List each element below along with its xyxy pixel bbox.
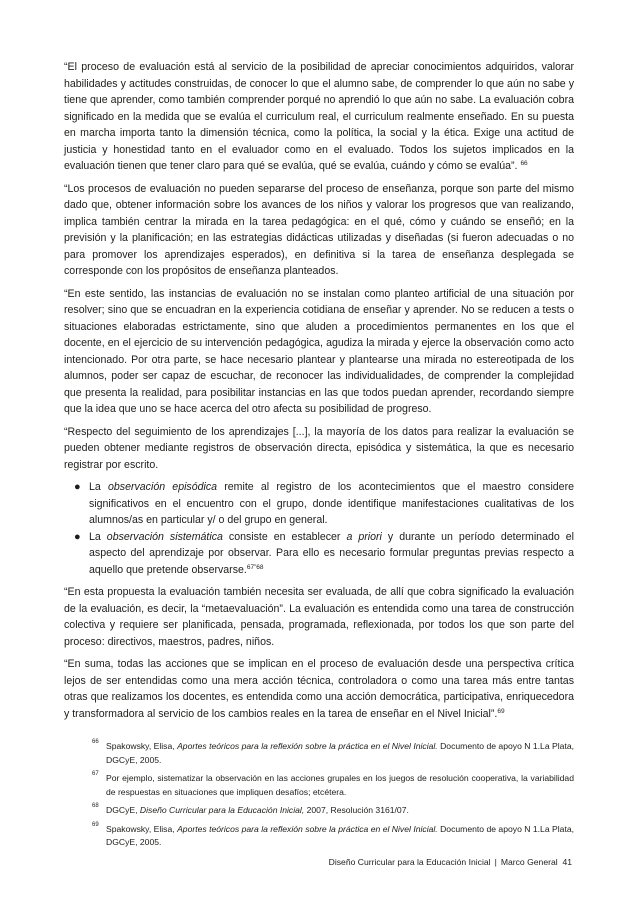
footnote-ref: 67”68 <box>246 563 264 571</box>
footnote-number: 66 <box>92 739 99 745</box>
footnote-number: 68 <box>92 803 99 809</box>
page-footer <box>329 856 572 868</box>
footnote-ref: 66 <box>520 160 528 167</box>
footer-separator: | <box>494 857 497 867</box>
bullet-item: ● La observación sistemática consiste en establecer a priori y durante un período determinado el aspecto del aprendizaje por observar. Para ello es necesario formular preguntas previas respecto a aquello que pretende observarse.$^{67”68}$ <box>74 530 574 576</box>
page-number: 41 <box>562 857 572 867</box>
bullet-list <box>64 479 574 578</box>
paragraph: “En esta propuesta la evaluación también necesita ser evaluada, de allí que cobra significado la evaluación de la evaluación, es decir, la “metaevaluación”. La evaluación es entendida como una tarea de construcción colectiva y requiere ser planificada, pensada, programada, reflexionada, por todos los que son parte del proceso: directivos, maestros, padres, niños. <box>64 586 574 648</box>
footer-section: Marco General <box>500 857 558 867</box>
footnote-ref: 69 <box>497 707 505 715</box>
footnote: 69 Spakowsky, Elisa, Aportes teóricos para la reflexión sobre la práctica en el Nivel Inicial. Documento de apoyo N 1.La Plata, DGCyE, 2005. <box>92 821 574 847</box>
footnote: 67 Por ejemplo, sistematizar la observación en las acciones grupales en los juegos de resolución cooperativa, la variabilidad de respuestas en situaciones que impliquen desafíos; etcétera. <box>92 771 574 797</box>
main-text <box>64 59 574 728</box>
bullet-item: ● La observación episódica remite al registro de los acontecimientos que el maestro considere significativos en el encuentro con el grupo, donde identifique manifestaciones cualitativas de los alumnos/as en particular y/ o del grupo en general. <box>74 481 574 526</box>
footnotes <box>92 740 574 855</box>
footnote: 68 DGCyE, Diseño Curricular para la Educación Inicial, 2007, Resolución 3161/07. <box>92 803 409 815</box>
paragraph: “Los procesos de evaluación no pueden separarse del proceso de enseñanza, porque son parte del mismo dado que, obtener información sobre los avances de los niños y valorar los progresos que van realizando, implica también centrar la mirada en la tarea pedagógica: en el qué, cómo y cuándo se enseñó; en la previsión y la planificación; en las estrategias didácticas utilizadas y diseñadas (si fueron adecuadas o no para promover los aprendizajes esperados), en definitiva si la tarea de enseñanza desplegada se corresponde con los propósitos de enseñanza planteados. <box>64 182 574 277</box>
paragraph: “En este sentido, las instancias de evaluación no se instalan como planteo artificial de una situación por resolver; sino que se encuadran en la experiencia cotidiana de enseñar y aprender. No se reducen a tests o situaciones elaboradas estrictamente, sino que aluden a procedimientos permanentes en los que el docente, en el ejercicio de su intervención pedagógica, agudiza la mirada y ejerce la observación como acto intencionado. Por otra parte, se hace necesario plantear y plantearse una mirada no estereotipada de los alumnos, poder ser capaz de escuchar, de reconocer las individualidades, de comprender la complejidad que presenta la realidad, para posibilitar instancias en las que todos puedan aprender, recordando siempre que la idea que uno se hace acerca del otro afecta su posibilidad de progreso. <box>64 287 574 415</box>
paragraph: “El proceso de evaluación está al servicio de la posibilidad de apreciar conocimientos adquiridos, valorar habilidades y actitudes construidas, de conocer lo que el alumno sabe, de comprender lo que aún no sabe y tiene que aprender, como también comprender porqué no aprendió lo que aún no sabe. La evaluación cobra significado en la medida que se evalúa el curriculum real, el curriculum realmente enseñado. En su puesta en marcha importa tanto la dimensión técnica, como la política, la social y la ética. Exige una actitud de justicia y honestidad tanto en el evaluador como en el evaluado. Todos los sujetos implicados en la evaluación tienen que tener claro para qué se evalúa, qué se evalúa, cuándo y cómo se evalúa”. $^{66}$ <box>64 61 574 172</box>
footnote-number: 69 <box>92 821 99 828</box>
bullet-icon: ● <box>74 481 81 493</box>
paragraph: “Respecto del seguimiento de los aprendizajes [...], la mayoría de los datos para realizar la evaluación se pueden obtener mediante registros de observación directa, episódica y sistemática, la que es necesario registrar por escrito. <box>64 425 574 471</box>
paragraph: “En suma, todas las acciones que se implican en el proceso de evaluación desde una perspectiva crítica lejos de ser entendidas como una mera acción técnica, controladora o como una tarea más entre tantas otras que realizamos los docentes, es entendida como una acción democrática, participativa, enriquecedora y transformadora al servicio de los cambios reales en la tarea de enseñar en el Nivel Inicial”.$^{69}$ <box>64 658 574 720</box>
footnote: 66 Spakowsky, Elisa, Aportes teóricos para la reflexión sobre la práctica en el Nivel Inicial. Documento de apoyo N 1.La Plata, DGCyE, 2005. <box>92 739 574 765</box>
footer-title: Diseño Curricular para la Educación Inicial <box>328 857 491 867</box>
bullet-icon: ● <box>74 530 81 543</box>
footnote-number: 67 <box>92 771 99 777</box>
